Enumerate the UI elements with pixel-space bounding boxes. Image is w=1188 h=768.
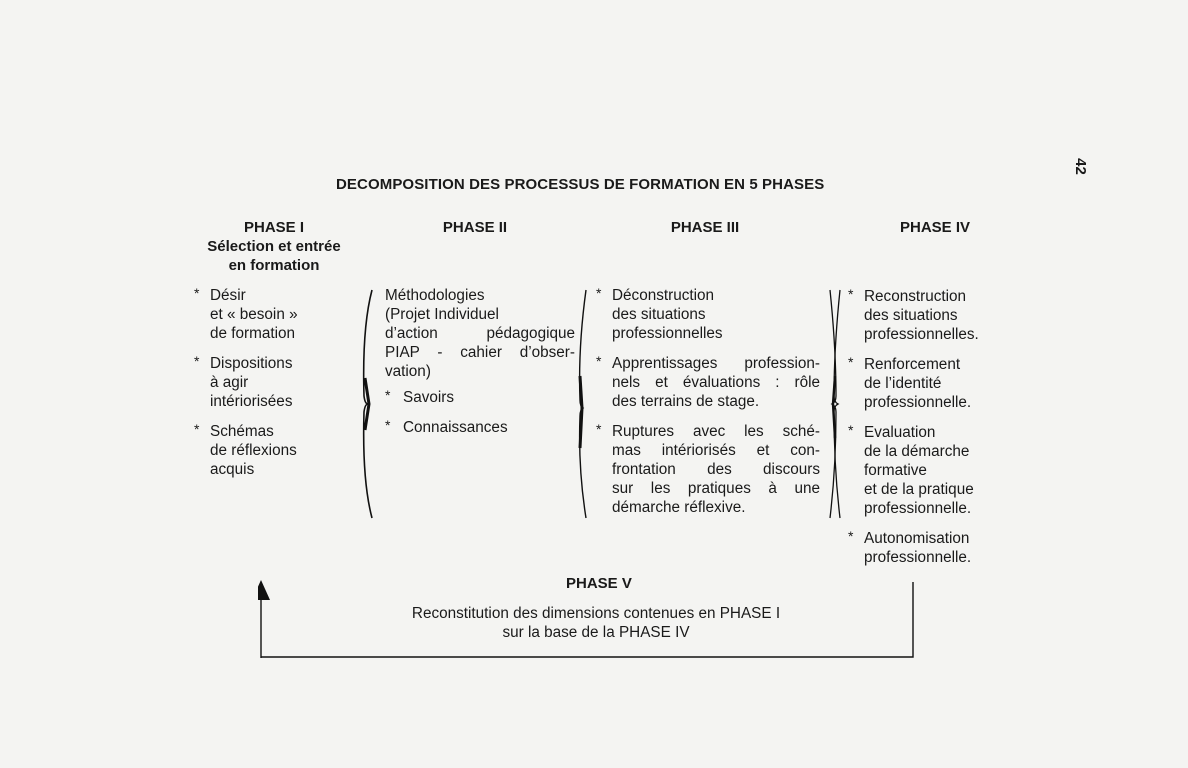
bullet-star: * xyxy=(596,421,602,437)
bullet-star: * xyxy=(385,417,391,433)
phase5-line: sur la base de la PHASE IV xyxy=(502,624,690,641)
phase3-item-line: Déconstruction xyxy=(612,287,715,304)
phase4-item-line: Reconstruction xyxy=(864,288,967,305)
phase4-heading: PHASE IV xyxy=(899,219,971,236)
phase4-item xyxy=(848,355,1018,412)
phase1-heading: PHASE I xyxy=(243,219,304,236)
phase1-item-line: et « besoin » xyxy=(210,306,298,323)
bullet-star: * xyxy=(848,528,854,544)
phase2-line: vation) xyxy=(385,363,431,380)
phase1-subheading-2: en formation xyxy=(228,257,320,274)
phase4-item-line: de l’identité xyxy=(864,375,942,392)
phase1-item-line: à agir xyxy=(210,374,249,391)
phase1-item-line: Dispositions xyxy=(210,355,293,372)
figure-title: DECOMPOSITION DES PROCESSUS DE FORMATION EN 5 PHASES xyxy=(336,176,825,193)
phase4-item-line: des situations xyxy=(864,307,958,324)
phase3-item-line: mas intériorisés et con- xyxy=(612,442,820,459)
phase2-line: d’action pédagogique xyxy=(385,325,575,342)
phase1-item-line: de formation xyxy=(210,325,296,342)
phase4-item-line: et de la pratique xyxy=(864,481,974,498)
phase2-item-text: Connaissances xyxy=(403,419,508,436)
phase4-item-line: Autonomisation xyxy=(864,530,970,547)
phase1-item-line: Désir xyxy=(210,287,246,304)
phase4-item-line: formative xyxy=(864,462,927,479)
phase2-item xyxy=(385,418,575,437)
phase3-item-line: Ruptures avec les sché- xyxy=(612,423,820,440)
phase3-items xyxy=(596,286,820,528)
phase2-left-bracket xyxy=(356,288,378,520)
bullet-star: * xyxy=(385,387,391,403)
phase3-item-line: professionnelles xyxy=(612,325,723,342)
phase3-item-line: des terrains de stage. xyxy=(612,393,760,410)
phase3-item xyxy=(596,354,820,411)
phase3-item-line: des situations xyxy=(612,306,706,323)
phase4-item-line: de la démarche xyxy=(864,443,970,460)
phase4-item-line: Renforcement xyxy=(864,356,961,373)
phase4-item-line: professionnelle. xyxy=(864,394,972,411)
phase5-heading: PHASE V xyxy=(566,575,632,592)
phase2-heading: PHASE II xyxy=(442,219,508,236)
phase3-item-line: démarche réflexive. xyxy=(612,499,746,516)
phase2-item xyxy=(385,388,575,407)
phase1-item xyxy=(194,354,324,411)
phase4-item-line: Evaluation xyxy=(864,424,936,441)
phase3-left-bracket xyxy=(574,288,590,520)
phase4-item-line: professionnelles. xyxy=(864,326,979,343)
phase3-item-line: frontation des discours xyxy=(612,461,820,478)
bullet-star: * xyxy=(596,285,602,301)
bullet-star: * xyxy=(848,354,854,370)
bullet-star: * xyxy=(596,353,602,369)
phase4-item xyxy=(848,423,1018,518)
phase2-content xyxy=(385,286,575,448)
phase4-item xyxy=(848,287,1018,344)
phase1-item-line: de réflexions xyxy=(210,442,297,459)
bullet-star: * xyxy=(194,353,200,369)
phase3-heading: PHASE III xyxy=(670,219,740,236)
bullet-star: * xyxy=(194,421,200,437)
phase3-item xyxy=(596,422,820,517)
phase1-item xyxy=(194,286,324,343)
phase3-item-line: sur les pratiques à une xyxy=(612,480,820,497)
phase3-item-line: Apprentissages profession- xyxy=(612,355,820,372)
phase1-subheading-1: Sélection et entrée xyxy=(207,238,341,255)
phase5-line: Reconstitution des dimensions contenues en PHASE I xyxy=(411,605,781,622)
phase1-item-line: acquis xyxy=(210,461,255,478)
bullet-star: * xyxy=(848,422,854,438)
phase4-bracket-pair xyxy=(826,288,844,520)
phase1-heading-block xyxy=(196,218,352,275)
phase1-item-line: intériorisées xyxy=(210,393,293,410)
phase2-line: PIAP - cahier d’obser- xyxy=(385,344,575,361)
phase1-item-line: Schémas xyxy=(210,423,274,440)
phase5-description xyxy=(376,604,816,642)
phase3-item-line: nels et évaluations : rôle xyxy=(612,374,820,391)
phase4-item-line: professionnelle. xyxy=(864,500,972,517)
phase2-line: Méthodologies xyxy=(385,287,485,304)
phase4-items xyxy=(848,287,1018,578)
bullet-star: * xyxy=(194,285,200,301)
phase3-item xyxy=(596,286,820,343)
phase2-line: (Projet Individuel xyxy=(385,306,499,323)
phase1-items xyxy=(194,286,324,490)
phase1-item xyxy=(194,422,324,479)
bullet-star: * xyxy=(848,286,854,302)
phase4-item-line: professionnelle. xyxy=(864,549,972,566)
phase2-item-text: Savoirs xyxy=(403,389,455,406)
page-number: 42 xyxy=(1071,158,1089,175)
phase4-item xyxy=(848,529,1018,567)
